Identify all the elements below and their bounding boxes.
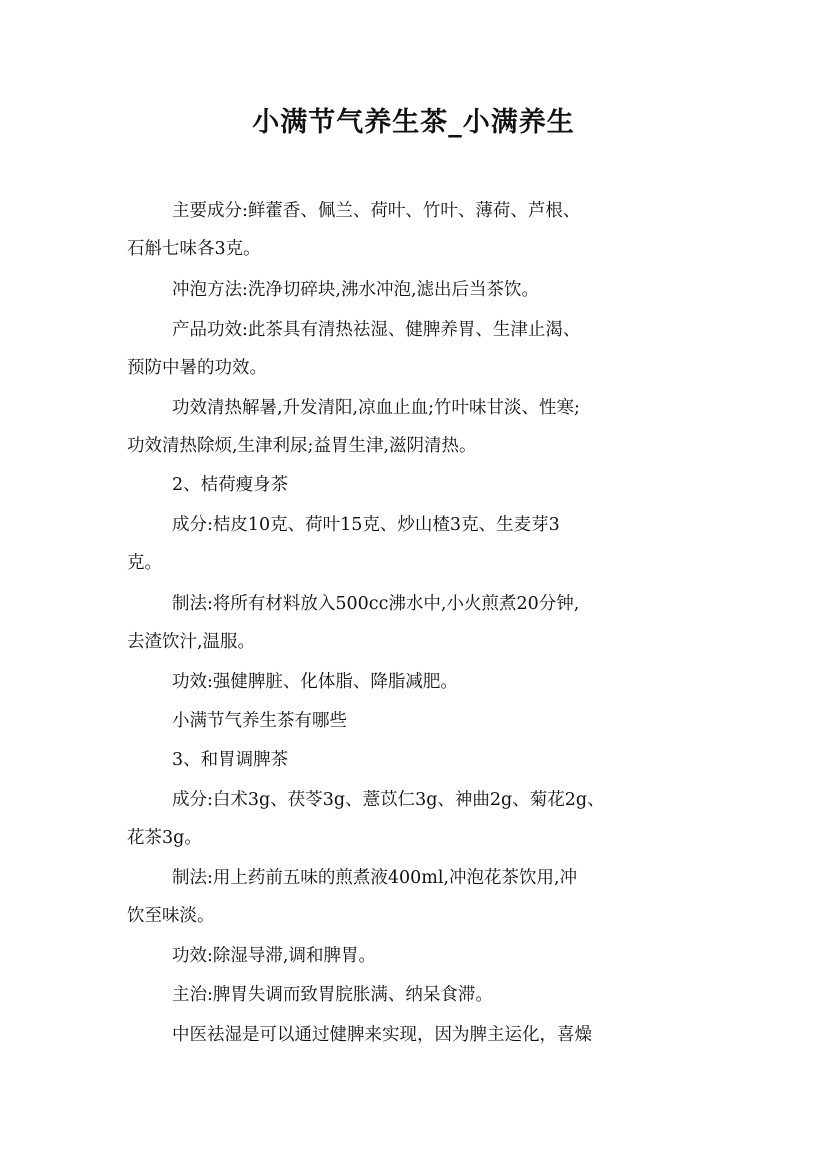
paragraph-line: 制法:用上药前五味的煎煮液400ml,冲泡花茶饮用,冲 bbox=[172, 868, 578, 888]
paragraph-line: 成分:桔皮10克、荷叶15克、炒山楂3克、生麦芽3 bbox=[172, 515, 560, 535]
paragraph-line: 冲泡方法:洗净切碎块,沸水冲泡,滤出后当茶饮。 bbox=[172, 280, 540, 300]
paragraph-line: 成分:白术3g、茯苓3g、薏苡仁3g、神曲2g、菊花2g、 bbox=[172, 790, 605, 810]
paragraph-line: 制法:将所有材料放入500cc沸水中,小火煎煮20分钟, bbox=[172, 594, 580, 614]
paragraph-line: 功效清热除烦,生津利尿;益胃生津,滋阴清热。 bbox=[127, 436, 477, 456]
section-heading: 2、桔荷瘦身茶 bbox=[172, 475, 289, 495]
paragraph-line: 预防中暑的功效。 bbox=[127, 358, 267, 378]
section-heading: 小满节气养生茶有哪些 bbox=[172, 711, 347, 731]
paragraph-line: 克。 bbox=[127, 553, 162, 573]
paragraph-line: 功效:除湿导滞,调和脾胃。 bbox=[172, 946, 376, 966]
paragraph-line: 去渣饮汁,温服。 bbox=[127, 632, 256, 652]
paragraph-line: 功效清热解暑,升发清阳,凉血止血;竹叶味甘淡、性寒; bbox=[172, 398, 580, 418]
paragraph-line: 花茶3g。 bbox=[127, 828, 202, 848]
paragraph-line: 主治:脾胃失调而致胃脘胀满、纳呆食滞。 bbox=[172, 985, 493, 1005]
paragraph-line: 石斛七味各3克。 bbox=[127, 239, 261, 259]
paragraph-line: 产品功效:此茶具有清热祛湿、健脾养胃、生津止渴、 bbox=[172, 320, 581, 340]
paragraph-line: 中医祛湿是可以通过健脾来实现，因为脾主运化，喜燥 bbox=[172, 1025, 592, 1045]
paragraph-line: 主要成分:鲜藿香、佩兰、荷叶、竹叶、薄荷、芦根、 bbox=[172, 201, 581, 221]
paragraph-line: 功效:强健脾脏、化体脂、降脂减肥。 bbox=[172, 672, 458, 692]
document-title: 小满节气养生茶_小满养生 bbox=[252, 107, 575, 138]
paragraph-line: 饮至味淡。 bbox=[127, 906, 215, 926]
section-heading: 3、和胃调脾茶 bbox=[172, 750, 289, 770]
